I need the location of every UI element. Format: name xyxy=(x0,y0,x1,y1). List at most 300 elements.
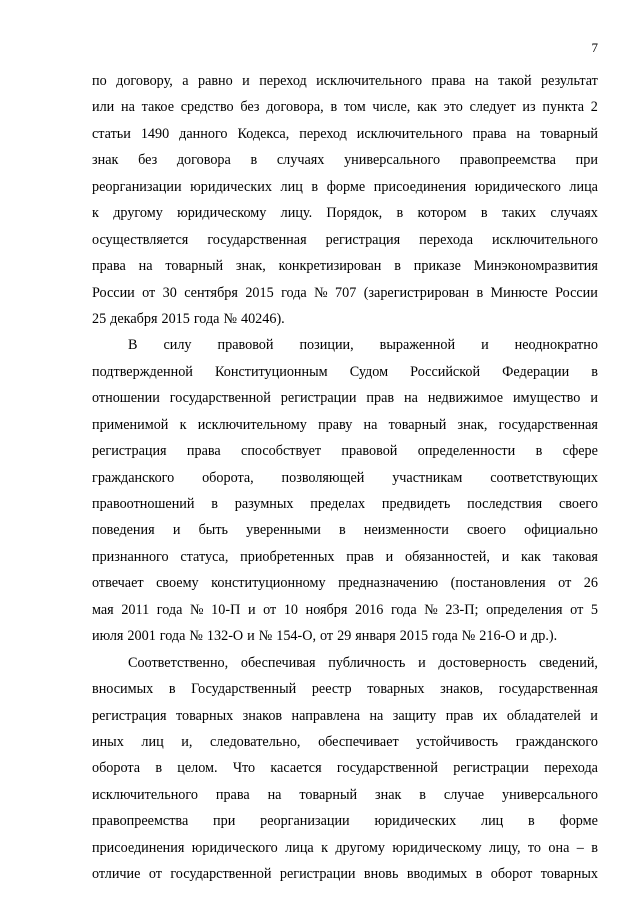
word: 29 xyxy=(337,628,352,645)
word: на xyxy=(474,73,489,89)
word: соответствующих xyxy=(490,469,598,486)
word: силу xyxy=(163,337,192,354)
word: 2011 xyxy=(121,601,150,618)
word: государственной xyxy=(169,390,271,407)
word: обеспечивая xyxy=(240,654,316,671)
word: договора xyxy=(176,152,231,169)
word: юридическому xyxy=(392,839,482,856)
word: (зарегистрирован xyxy=(363,284,470,301)
word: права xyxy=(92,258,126,275)
word: Конституционным xyxy=(215,363,328,380)
word: на xyxy=(363,416,378,433)
word: 40246). xyxy=(240,310,285,327)
word: июля xyxy=(92,628,124,645)
word: следует xyxy=(469,99,516,116)
text-line xyxy=(92,227,598,253)
word: юридического xyxy=(191,839,278,856)
word: (постановления xyxy=(450,575,546,592)
page-number: 7 xyxy=(591,40,598,55)
word: товарный xyxy=(299,786,358,803)
word: 30 xyxy=(162,284,177,301)
word: 2016 xyxy=(354,601,384,618)
word: от xyxy=(320,628,334,645)
word: результат xyxy=(541,73,598,89)
word: права xyxy=(472,125,507,142)
word: 5 xyxy=(590,601,598,618)
text-line xyxy=(92,544,598,570)
word: исключительного xyxy=(316,73,423,89)
word: Федерации xyxy=(502,363,570,380)
word: на xyxy=(138,258,153,275)
word: отношении xyxy=(92,390,160,407)
word: Кодекса, xyxy=(237,125,290,142)
word: Порядок, xyxy=(326,205,383,222)
word: отличие xyxy=(92,866,141,883)
word: и xyxy=(418,654,426,671)
word: оборота, xyxy=(202,469,254,486)
word: направлена xyxy=(291,707,361,724)
word: без xyxy=(138,152,158,169)
word: правоотношений xyxy=(92,496,195,512)
word: от xyxy=(148,866,162,883)
word: случае xyxy=(443,786,485,803)
word: иных xyxy=(92,733,124,750)
word: № xyxy=(424,601,438,618)
word: государственная xyxy=(498,681,598,698)
word: Судом xyxy=(349,363,389,380)
word: своего xyxy=(558,496,598,512)
word: и, xyxy=(181,733,193,750)
word: 2015 xyxy=(161,310,190,327)
word: конституционному xyxy=(211,575,326,592)
word: № xyxy=(190,601,204,618)
word: от xyxy=(142,284,156,301)
word: определенности xyxy=(417,443,516,460)
word: подтвержденной xyxy=(92,363,193,380)
word: защиту xyxy=(392,707,437,724)
word: переход xyxy=(299,125,347,142)
word: праву xyxy=(318,416,353,433)
word: Что xyxy=(232,760,256,777)
word: в xyxy=(211,496,218,512)
text-line xyxy=(92,570,598,596)
word: реестр xyxy=(311,681,352,698)
word: 216-О xyxy=(479,628,516,645)
word: присоединения xyxy=(373,178,467,195)
text-line xyxy=(92,121,598,147)
word: от xyxy=(558,575,572,592)
word: публичность xyxy=(328,654,406,671)
word: быть xyxy=(198,522,228,539)
word: 132-О xyxy=(206,628,244,645)
word: по xyxy=(92,73,107,89)
word: переход xyxy=(259,73,307,89)
word: юридического xyxy=(474,178,561,195)
word: правовой xyxy=(341,443,398,460)
word: она xyxy=(548,839,570,856)
word: 25 xyxy=(92,310,107,327)
word: правопреемства xyxy=(459,152,556,169)
word: знак, xyxy=(235,258,266,275)
word: ноября xyxy=(305,601,348,618)
word: имущество xyxy=(512,390,581,407)
word: государственной xyxy=(170,866,272,883)
word: в xyxy=(476,284,484,301)
word: декабря xyxy=(110,310,158,327)
word: устойчивость xyxy=(416,733,499,750)
word: от xyxy=(263,601,277,618)
word: года xyxy=(156,601,183,618)
word: предназначению xyxy=(338,575,439,592)
word: на xyxy=(404,390,418,407)
word: форме xyxy=(326,178,366,195)
word: января xyxy=(355,628,396,645)
text-line xyxy=(92,280,598,306)
word: таких xyxy=(501,205,537,222)
word: лица xyxy=(569,178,598,195)
word: поведения xyxy=(92,522,155,539)
word: и xyxy=(242,73,250,89)
word: и xyxy=(501,548,510,565)
document-body xyxy=(92,68,598,888)
word: договору, xyxy=(116,73,173,89)
word: вводимых xyxy=(406,866,468,883)
word: последствия xyxy=(467,496,543,512)
word: в xyxy=(475,866,483,883)
word: позиции, xyxy=(299,337,354,354)
text-line xyxy=(92,517,598,543)
word: следовательно, xyxy=(209,733,301,750)
word: регистрации xyxy=(453,760,529,777)
word: России xyxy=(555,284,598,301)
word: присоединения xyxy=(92,839,185,856)
word: знак xyxy=(92,152,119,169)
word: на xyxy=(267,786,282,803)
word: Соответственно, xyxy=(128,654,229,671)
word: осуществляется xyxy=(92,231,189,248)
word: исключительному xyxy=(197,416,307,433)
word: 2 xyxy=(590,99,598,116)
word: года xyxy=(193,310,220,327)
word: 154-О, xyxy=(276,628,317,645)
word: прав xyxy=(445,707,474,724)
word: определения xyxy=(486,601,563,618)
word: от xyxy=(570,601,584,618)
word: на xyxy=(369,707,384,724)
word: а xyxy=(182,73,189,89)
word: юридических xyxy=(374,813,457,830)
word: сведений, xyxy=(539,654,598,671)
word: лицу, xyxy=(489,839,521,856)
word: В xyxy=(128,337,138,354)
word: сентября xyxy=(184,284,238,301)
word: такое xyxy=(141,99,175,116)
word: конкретизирован xyxy=(278,258,382,275)
word: участникам xyxy=(392,469,463,486)
word: права xyxy=(215,786,250,803)
word: 1490 xyxy=(140,125,170,142)
word: Российской xyxy=(410,363,481,380)
word: России xyxy=(92,284,135,301)
word: 26 xyxy=(583,575,598,592)
word: в xyxy=(394,258,401,275)
word: недвижимое xyxy=(427,390,503,407)
word: в xyxy=(396,205,404,222)
word: и xyxy=(172,522,181,539)
word: № xyxy=(258,628,273,645)
word: лиц xyxy=(480,813,504,830)
word: оборота xyxy=(92,760,141,777)
word: и xyxy=(385,548,394,565)
word: и xyxy=(247,601,256,618)
word: их xyxy=(482,707,498,724)
word: лиц xyxy=(141,733,164,750)
word: др.). xyxy=(531,628,558,645)
word: при xyxy=(213,813,236,830)
word: том xyxy=(343,99,366,116)
text-line xyxy=(92,650,598,676)
word: знак, xyxy=(457,416,488,433)
word: пределах xyxy=(310,496,366,512)
word: и xyxy=(247,628,255,645)
word: гражданского xyxy=(92,469,175,486)
word: в xyxy=(168,681,176,698)
word: к xyxy=(321,839,329,856)
word: государственной xyxy=(336,760,438,777)
word: Минюсте xyxy=(490,284,548,301)
word: целом. xyxy=(177,760,218,777)
word: лицу. xyxy=(280,205,313,222)
word: 2001 xyxy=(127,628,156,645)
text-line xyxy=(92,412,598,438)
word: товарный xyxy=(540,125,598,142)
word: случаях xyxy=(550,205,598,222)
word: позволяющей xyxy=(281,469,365,486)
word: на xyxy=(516,125,531,142)
text-line xyxy=(92,94,598,120)
word: из xyxy=(522,99,536,116)
word: государственная xyxy=(498,416,598,433)
text-line xyxy=(92,782,598,808)
word: числе, xyxy=(372,99,411,116)
word: статьи xyxy=(92,125,131,142)
word: 10 xyxy=(283,601,299,618)
word: обязанностей, xyxy=(404,548,490,565)
text-line xyxy=(92,729,598,755)
word: вновь xyxy=(363,866,399,883)
word: форме xyxy=(559,813,598,830)
text-line xyxy=(92,465,598,491)
word: на xyxy=(120,99,135,116)
word: это xyxy=(443,99,463,116)
word: года xyxy=(432,628,458,645)
text-line xyxy=(92,597,598,623)
text-line xyxy=(92,676,598,702)
word: Минэкономразвития xyxy=(473,258,598,275)
word: официально xyxy=(524,522,598,539)
word: к xyxy=(92,205,99,222)
word: 2015 xyxy=(245,284,274,301)
word: и xyxy=(481,337,489,354)
word: регистрация xyxy=(325,231,401,248)
word: прав xyxy=(346,548,374,565)
text-line xyxy=(92,703,598,729)
word: реорганизации xyxy=(260,813,350,830)
word: в xyxy=(419,786,426,803)
word: сфере xyxy=(562,443,598,460)
word: или xyxy=(92,99,115,116)
word: обладателей xyxy=(506,707,581,724)
word: исключительного xyxy=(356,125,463,142)
word: универсального xyxy=(502,786,598,803)
word: в xyxy=(480,205,488,222)
word: данного xyxy=(179,125,228,142)
word: при xyxy=(575,152,598,169)
word: в xyxy=(591,839,598,856)
word: гражданского xyxy=(515,733,598,750)
word: обеспечивает xyxy=(318,733,399,750)
word: равно xyxy=(197,73,233,89)
word: товарный xyxy=(165,258,224,275)
word: в xyxy=(330,99,338,116)
word: выраженной xyxy=(379,337,456,354)
word: знаков, xyxy=(440,681,484,698)
word: регистрация xyxy=(92,443,167,460)
word: приобретенных xyxy=(240,548,335,565)
text-line xyxy=(92,438,598,464)
text-line xyxy=(92,861,598,887)
word: исключительного xyxy=(92,786,198,803)
word: права xyxy=(431,73,466,89)
word: 10-П xyxy=(211,601,241,618)
text-line xyxy=(92,835,598,861)
text-line xyxy=(92,68,598,94)
word: таковая xyxy=(552,548,598,565)
word: регистрации xyxy=(279,866,356,883)
word: мая xyxy=(92,601,114,618)
word: касается xyxy=(270,760,322,777)
word: и xyxy=(519,628,528,645)
word: года xyxy=(281,284,307,301)
text-line xyxy=(92,147,598,173)
word: пункта xyxy=(542,99,584,116)
word: товарный xyxy=(388,416,447,433)
word: товарных xyxy=(176,707,234,724)
word: такой xyxy=(498,73,532,89)
word: неизменности xyxy=(363,522,449,539)
text-line xyxy=(92,332,598,358)
text-line xyxy=(92,174,598,200)
text-line xyxy=(92,623,598,649)
word: разумных xyxy=(234,496,294,512)
word: и xyxy=(590,390,598,407)
text-line xyxy=(92,385,598,411)
word: лица xyxy=(285,839,314,856)
word: способствует xyxy=(241,443,322,460)
word: 707 xyxy=(335,284,357,301)
word: в xyxy=(155,760,163,777)
word: и xyxy=(590,707,598,724)
word: № xyxy=(461,628,476,645)
word: в xyxy=(528,813,535,830)
word: 23-П; xyxy=(445,601,479,618)
word: правопреемства xyxy=(92,813,189,830)
word: в xyxy=(311,178,319,195)
word: прав xyxy=(366,390,395,407)
word: как xyxy=(521,548,541,565)
word: отвечает xyxy=(92,575,144,592)
word: знак xyxy=(375,786,402,803)
word: в xyxy=(535,443,543,460)
word: другому xyxy=(335,839,386,856)
word: в xyxy=(339,522,346,539)
word: другому xyxy=(113,205,163,222)
word: государственная xyxy=(207,231,307,248)
text-line xyxy=(92,253,598,279)
word: уверенными xyxy=(246,522,321,539)
word: юридическому xyxy=(177,205,267,222)
word: исключительного xyxy=(492,231,598,248)
word: к xyxy=(179,416,187,433)
word: неоднократно xyxy=(514,337,598,354)
text-line xyxy=(92,359,598,385)
word: реорганизации xyxy=(92,178,182,195)
word: № xyxy=(314,284,328,301)
word: договора, xyxy=(266,99,324,116)
word: универсального xyxy=(344,152,441,169)
word: приказе xyxy=(413,258,461,275)
word: оборот xyxy=(490,866,533,883)
word: своего xyxy=(466,522,506,539)
word: случаях xyxy=(276,152,325,169)
word: № xyxy=(223,310,237,327)
word: Государственный xyxy=(191,681,297,698)
word: регистрация xyxy=(92,707,167,724)
word: 2015 xyxy=(399,628,429,645)
word: регистрации xyxy=(280,390,357,407)
word: предвидеть xyxy=(381,496,451,512)
text-line xyxy=(92,755,598,781)
text-line xyxy=(92,491,598,517)
word: без xyxy=(240,99,260,116)
word: признанного xyxy=(92,548,169,565)
word: как xyxy=(417,99,437,116)
word: котором xyxy=(417,205,467,222)
word: перехода xyxy=(544,760,598,777)
word: достоверность xyxy=(438,654,527,671)
word: статуса, xyxy=(180,548,229,565)
word: то xyxy=(527,839,542,856)
text-line xyxy=(92,808,598,834)
word: своему xyxy=(156,575,199,592)
word: в xyxy=(591,363,598,380)
word: № xyxy=(189,628,203,645)
word: применимой xyxy=(92,416,169,433)
word: лиц xyxy=(280,178,303,195)
word: средство xyxy=(180,99,234,116)
word: – xyxy=(576,839,584,856)
word: правовой xyxy=(217,337,274,354)
word: в xyxy=(250,152,258,169)
text-line xyxy=(92,306,598,332)
word: знаков xyxy=(242,707,283,724)
word: права xyxy=(186,443,221,460)
word: перехода xyxy=(419,231,474,248)
word: товарных xyxy=(367,681,425,698)
text-line xyxy=(92,200,598,226)
word: вносимых xyxy=(92,681,154,698)
word: товарных xyxy=(540,866,598,883)
